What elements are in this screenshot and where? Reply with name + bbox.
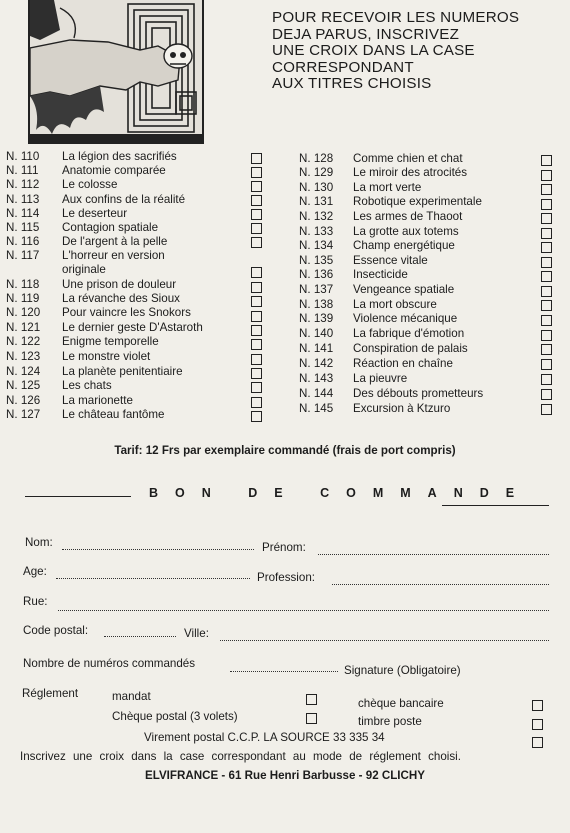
issue-number: N. 139 bbox=[299, 312, 334, 325]
order-checkbox-112[interactable] bbox=[251, 181, 262, 192]
rue-field[interactable] bbox=[58, 610, 549, 611]
issue-title: De l'argent à la pelle bbox=[62, 235, 168, 248]
issue-title: Robotique experimentale bbox=[353, 195, 482, 208]
issue-title: Vengeance spatiale bbox=[353, 283, 455, 296]
intro-line: AUX TITRES CHOISIS bbox=[272, 75, 432, 93]
issue-number: N. 136 bbox=[299, 268, 334, 281]
issue-title: Contagion spatiale bbox=[62, 221, 159, 234]
order-checkbox-119[interactable] bbox=[251, 296, 262, 307]
issue-number: N. 145 bbox=[299, 402, 334, 415]
issue-title: Aux confins de la réalité bbox=[62, 193, 186, 206]
issue-title: Le dernier geste D'Astaroth bbox=[62, 321, 203, 334]
order-checkbox-124[interactable] bbox=[251, 368, 262, 379]
issue-title: L'horreur en version bbox=[62, 249, 165, 262]
cheque-postal-label: Chèque postal (3 volets) bbox=[112, 710, 238, 723]
issue-number: N. 123 bbox=[6, 350, 41, 363]
issue-number: N. 111 bbox=[6, 164, 39, 177]
order-checkbox-129[interactable] bbox=[541, 170, 552, 181]
order-checkbox-125[interactable] bbox=[251, 382, 262, 393]
issue-number: N. 141 bbox=[299, 342, 334, 355]
timbre-poste-label: timbre poste bbox=[358, 715, 422, 728]
order-checkbox-133[interactable] bbox=[541, 228, 552, 239]
prenom-field[interactable] bbox=[318, 554, 549, 555]
issue-number: N. 125 bbox=[6, 379, 41, 392]
issue-title: Enigme temporelle bbox=[62, 335, 159, 348]
intro-line: UNE CROIX DANS LA CASE bbox=[272, 42, 475, 60]
order-checkbox-121[interactable] bbox=[251, 325, 262, 336]
order-checkbox-142[interactable] bbox=[541, 359, 552, 370]
titles-list-right bbox=[299, 152, 529, 422]
issue-number: N. 115 bbox=[6, 221, 40, 234]
order-checkbox-113[interactable] bbox=[251, 195, 262, 206]
issue-number: N. 134 bbox=[299, 239, 334, 252]
issue-title: Réaction en chaîne bbox=[353, 357, 453, 370]
instruction-text: Inscrivez une croix dans la case correspondant au mode de réglement choisi. bbox=[20, 750, 461, 763]
issue-number: N. 120 bbox=[6, 306, 41, 319]
profession-field[interactable] bbox=[332, 584, 549, 585]
issue-number: N. 130 bbox=[299, 181, 334, 194]
issue-number: N. 133 bbox=[299, 225, 334, 238]
order-checkbox-135[interactable] bbox=[541, 257, 552, 268]
order-checkbox-141[interactable] bbox=[541, 344, 552, 355]
illustration-panel bbox=[28, 0, 204, 144]
issue-title: Excursion à Ktzuro bbox=[353, 402, 451, 415]
mandat-label: mandat bbox=[112, 690, 151, 703]
issue-title: La révanche des Sioux bbox=[62, 292, 180, 305]
intro-line: DEJA PARUS, INSCRIVEZ bbox=[272, 25, 460, 43]
issue-title: Le monstre violet bbox=[62, 350, 151, 363]
issue-title: La mort verte bbox=[353, 181, 422, 194]
issue-title: La planète penitentiaire bbox=[62, 365, 183, 378]
issue-number: N. 140 bbox=[299, 327, 334, 340]
issue-number: N. 137 bbox=[299, 283, 334, 296]
issue-number: N. 114 bbox=[6, 207, 40, 220]
issue-number: N. 132 bbox=[299, 210, 334, 223]
code-postal-label: Code postal: bbox=[23, 624, 89, 637]
issue-title: originale bbox=[62, 263, 106, 276]
issue-title: Comme chien et chat bbox=[353, 152, 463, 165]
order-checkbox-122[interactable] bbox=[251, 339, 262, 350]
order-checkbox-139[interactable] bbox=[541, 315, 552, 326]
virement-label: Virement postal C.C.P. LA SOURCE 33 335 34 bbox=[144, 731, 385, 744]
order-checkbox-131[interactable] bbox=[541, 199, 552, 210]
issue-title: Insecticide bbox=[353, 268, 408, 281]
issue-number: N. 118 bbox=[6, 278, 40, 291]
issue-number: N. 142 bbox=[299, 357, 334, 370]
order-checkbox-144[interactable] bbox=[541, 389, 552, 400]
order-checkbox-111[interactable] bbox=[251, 167, 262, 178]
order-checkbox-116[interactable] bbox=[251, 237, 262, 248]
intro-text bbox=[272, 10, 562, 93]
order-checkbox-127[interactable] bbox=[251, 411, 262, 422]
issue-number: N. 121 bbox=[6, 321, 41, 334]
virement-checkbox[interactable] bbox=[532, 737, 543, 748]
order-checkbox-137[interactable] bbox=[541, 286, 552, 297]
issue-number: N. 110 bbox=[6, 150, 40, 163]
issue-title: Une prison de douleur bbox=[62, 278, 177, 291]
issue-title: La fabrique d'émotion bbox=[353, 327, 465, 340]
mandat-checkbox[interactable] bbox=[306, 694, 317, 705]
issue-number: N. 127 bbox=[6, 408, 41, 421]
order-checkbox-114[interactable] bbox=[251, 209, 262, 220]
order-checkbox-136[interactable] bbox=[541, 271, 552, 282]
issue-title: Des débouts prometteurs bbox=[353, 387, 484, 400]
heading-rule-left bbox=[25, 496, 131, 497]
issue-title: La mort obscure bbox=[353, 298, 437, 311]
issue-number: N. 122 bbox=[6, 335, 41, 348]
issue-number: N. 119 bbox=[6, 292, 40, 305]
order-checkbox-145[interactable] bbox=[541, 404, 552, 415]
order-checkbox-120[interactable] bbox=[251, 311, 262, 322]
issue-number: N. 128 bbox=[299, 152, 334, 165]
age-field[interactable] bbox=[56, 578, 250, 579]
titles-list-left bbox=[6, 150, 268, 430]
order-checkbox-143[interactable] bbox=[541, 374, 552, 385]
rue-label: Rue: bbox=[23, 595, 48, 608]
order-checkbox-132[interactable] bbox=[541, 213, 552, 224]
nombre-field[interactable] bbox=[230, 671, 338, 672]
nom-label: Nom: bbox=[25, 536, 53, 549]
order-checkbox-126[interactable] bbox=[251, 397, 262, 408]
publisher-address: ELVIFRANCE - 61 Rue Henri Barbusse - 92 CLICHY bbox=[144, 769, 426, 782]
order-checkbox-130[interactable] bbox=[541, 184, 552, 195]
signature-label: Signature (Obligatoire) bbox=[344, 664, 461, 677]
issue-title: Les armes de Thaoot bbox=[353, 210, 463, 223]
issue-title: La grotte aux totems bbox=[353, 225, 459, 238]
issue-number: N. 112 bbox=[6, 178, 40, 191]
prenom-label: Prénom: bbox=[262, 541, 306, 554]
age-label: Age: bbox=[23, 565, 47, 578]
issue-title: La marionette bbox=[62, 394, 133, 407]
order-checkbox-138[interactable] bbox=[541, 300, 552, 311]
issue-title: Le miroir des atrocités bbox=[353, 166, 468, 179]
issue-title: Essence vitale bbox=[353, 254, 428, 267]
issue-title: La pieuvre bbox=[353, 372, 408, 385]
issue-title: Conspiration de palais bbox=[353, 342, 468, 355]
order-checkbox-140[interactable] bbox=[541, 330, 552, 341]
order-checkbox-134[interactable] bbox=[541, 242, 552, 253]
cheque-bancaire-label: chèque bancaire bbox=[358, 697, 444, 710]
issue-number: N. 126 bbox=[6, 394, 41, 407]
tarif-text: Tarif: 12 Frs par exemplaire commandé (frais de port compris) bbox=[114, 444, 456, 457]
ville-label: Ville: bbox=[184, 627, 209, 640]
issue-title: Pour vaincre les Snokors bbox=[62, 306, 191, 319]
issue-title: Violence mécanique bbox=[353, 312, 458, 325]
issue-number: N. 143 bbox=[299, 372, 334, 385]
order-checkbox-110[interactable] bbox=[251, 153, 262, 164]
issue-number: N. 138 bbox=[299, 298, 334, 311]
order-form-heading: BON DE COMMANDE bbox=[149, 486, 532, 500]
order-checkbox-115[interactable] bbox=[251, 223, 262, 234]
cheque-bancaire-checkbox[interactable] bbox=[532, 700, 543, 711]
intro-line: POUR RECEVOIR LES NUMEROS bbox=[272, 9, 520, 26]
issue-title: La légion des sacrifiés bbox=[62, 150, 177, 163]
cheque-postal-checkbox[interactable] bbox=[306, 713, 317, 724]
issue-number: N. 131 bbox=[299, 195, 334, 208]
ville-field[interactable] bbox=[220, 640, 549, 641]
issue-title: Le château fantôme bbox=[62, 408, 165, 421]
issue-title: Les chats bbox=[62, 379, 112, 392]
issue-title: Le colosse bbox=[62, 178, 118, 191]
issue-number: N. 124 bbox=[6, 365, 41, 378]
timbre-poste-checkbox[interactable] bbox=[532, 719, 543, 730]
order-checkbox-128[interactable] bbox=[541, 155, 552, 166]
order-checkbox-123[interactable] bbox=[251, 354, 262, 365]
issue-title: Le deserteur bbox=[62, 207, 128, 220]
nombre-label: Nombre de numéros commandés bbox=[23, 657, 196, 670]
nom-field[interactable] bbox=[62, 549, 254, 550]
order-checkbox-117[interactable] bbox=[251, 267, 262, 278]
order-checkbox-118[interactable] bbox=[251, 282, 262, 293]
heading-rule-right bbox=[442, 505, 549, 506]
issue-number: N. 113 bbox=[6, 193, 40, 206]
issue-number: N. 144 bbox=[299, 387, 334, 400]
issue-number: N. 129 bbox=[299, 166, 334, 179]
intro-line: CORRESPONDANT bbox=[272, 58, 414, 76]
issue-title: Anatomie comparée bbox=[62, 164, 166, 177]
reglement-label: Réglement bbox=[22, 687, 79, 700]
issue-title: Champ energétique bbox=[353, 239, 455, 252]
code-postal-field[interactable] bbox=[104, 636, 176, 637]
issue-number: N. 135 bbox=[299, 254, 334, 267]
issue-number: N. 116 bbox=[6, 235, 40, 248]
issue-number: N. 117 bbox=[6, 249, 40, 262]
profession-label: Profession: bbox=[257, 571, 315, 584]
